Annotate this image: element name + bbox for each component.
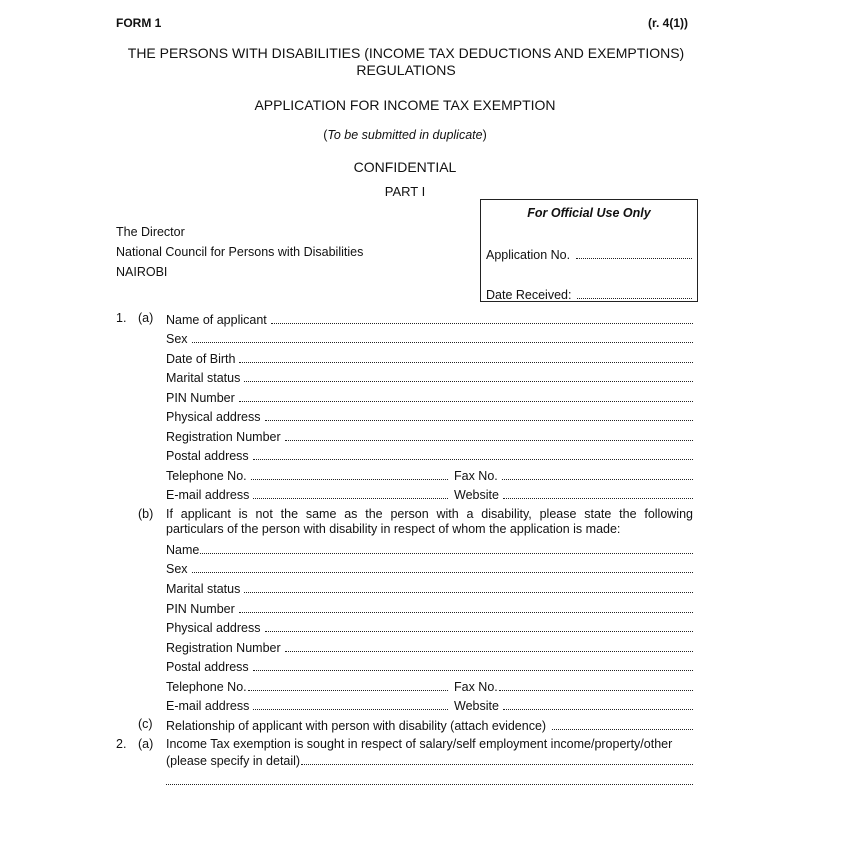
application-title: APPLICATION FOR INCOME TAX EXEMPTION	[254, 97, 556, 113]
pwd-website-field[interactable]: Website	[454, 697, 693, 713]
pwd-physical-address-field[interactable]: Physical address	[166, 619, 693, 637]
section1-number: 1.	[116, 311, 127, 325]
application-no-label: Application No.	[486, 248, 571, 262]
section2-a-text-line1: Income Tax exemption is sought in respect of salary/self employment income/property/other	[166, 737, 673, 751]
section1-b-instructions: If applicant is not the same as the person with a disability, please state the following particulars of the person with disability in respect of whom the application is made:	[166, 507, 693, 536]
applicant-fax-field[interactable]: Fax No.	[454, 467, 693, 483]
applicant-email-website-row	[166, 486, 693, 504]
exemption-detail-continuation[interactable]	[166, 772, 693, 790]
pwd-email-website-row	[166, 697, 693, 715]
pwd-fax-field[interactable]: Fax No.	[454, 678, 693, 694]
section2-a-label: (a)	[138, 737, 154, 751]
submission-note: (To be submitted in duplicate)	[323, 128, 487, 142]
applicant-email-field[interactable]: E-mail address	[166, 486, 448, 502]
rule-reference: (r. 4(1))	[648, 16, 689, 30]
addressee-line1: The Director	[116, 225, 185, 239]
pwd-phone-fax-row	[166, 678, 693, 696]
section1-a-label: (a)	[138, 311, 154, 325]
official-use-title: For Official Use Only	[527, 206, 651, 220]
pwd-pin-field[interactable]: PIN Number	[166, 600, 693, 618]
pwd-registration-field[interactable]: Registration Number	[166, 639, 693, 657]
pwd-postal-address-field[interactable]: Postal address	[166, 658, 693, 676]
form-label: FORM 1	[116, 16, 162, 30]
applicant-dob-field[interactable]: Date of Birth	[166, 350, 693, 368]
applicant-sex-field[interactable]: Sex	[166, 330, 693, 348]
date-received-label: Date Received:	[486, 288, 572, 302]
applicant-website-field[interactable]: Website	[454, 486, 693, 502]
applicant-registration-field[interactable]: Registration Number	[166, 428, 693, 446]
exemption-detail-field[interactable]: (please specify in detail)	[166, 752, 693, 770]
pwd-telephone-field[interactable]: Telephone No.	[166, 678, 448, 694]
applicant-postal-address-field[interactable]: Postal address	[166, 447, 693, 465]
part-label: PART I	[384, 184, 426, 199]
pwd-name-field[interactable]: Name	[166, 541, 693, 559]
application-no-field[interactable]	[486, 246, 692, 262]
applicant-telephone-field[interactable]: Telephone No.	[166, 467, 448, 483]
regulation-title-line1: THE PERSONS WITH DISABILITIES (INCOME TAX DEDUCTIONS AND EXEMPTIONS)	[127, 45, 685, 61]
relationship-field[interactable]: Relationship of applicant with person with disability (attach evidence)	[166, 717, 693, 735]
applicant-phone-fax-row	[166, 467, 693, 485]
section2-number: 2.	[116, 737, 127, 751]
addressee-line2: National Council for Persons with Disabilities	[116, 245, 364, 259]
pwd-sex-field[interactable]: Sex	[166, 560, 693, 578]
pwd-marital-field[interactable]: Marital status	[166, 580, 693, 598]
applicant-name-field[interactable]: Name of applicant	[166, 311, 693, 329]
addressee-line3: NAIROBI	[116, 265, 168, 279]
official-use-box	[480, 199, 698, 302]
section1-b-label: (b)	[138, 507, 154, 521]
applicant-marital-field[interactable]: Marital status	[166, 369, 693, 387]
section1-c-label: (c)	[138, 717, 153, 731]
pwd-email-field[interactable]: E-mail address	[166, 697, 448, 713]
applicant-physical-address-field[interactable]: Physical address	[166, 408, 693, 426]
applicant-pin-field[interactable]: PIN Number	[166, 389, 693, 407]
date-received-field[interactable]	[486, 286, 692, 302]
confidential-label: CONFIDENTIAL	[353, 159, 457, 175]
regulation-title-line2: REGULATIONS	[356, 62, 456, 78]
